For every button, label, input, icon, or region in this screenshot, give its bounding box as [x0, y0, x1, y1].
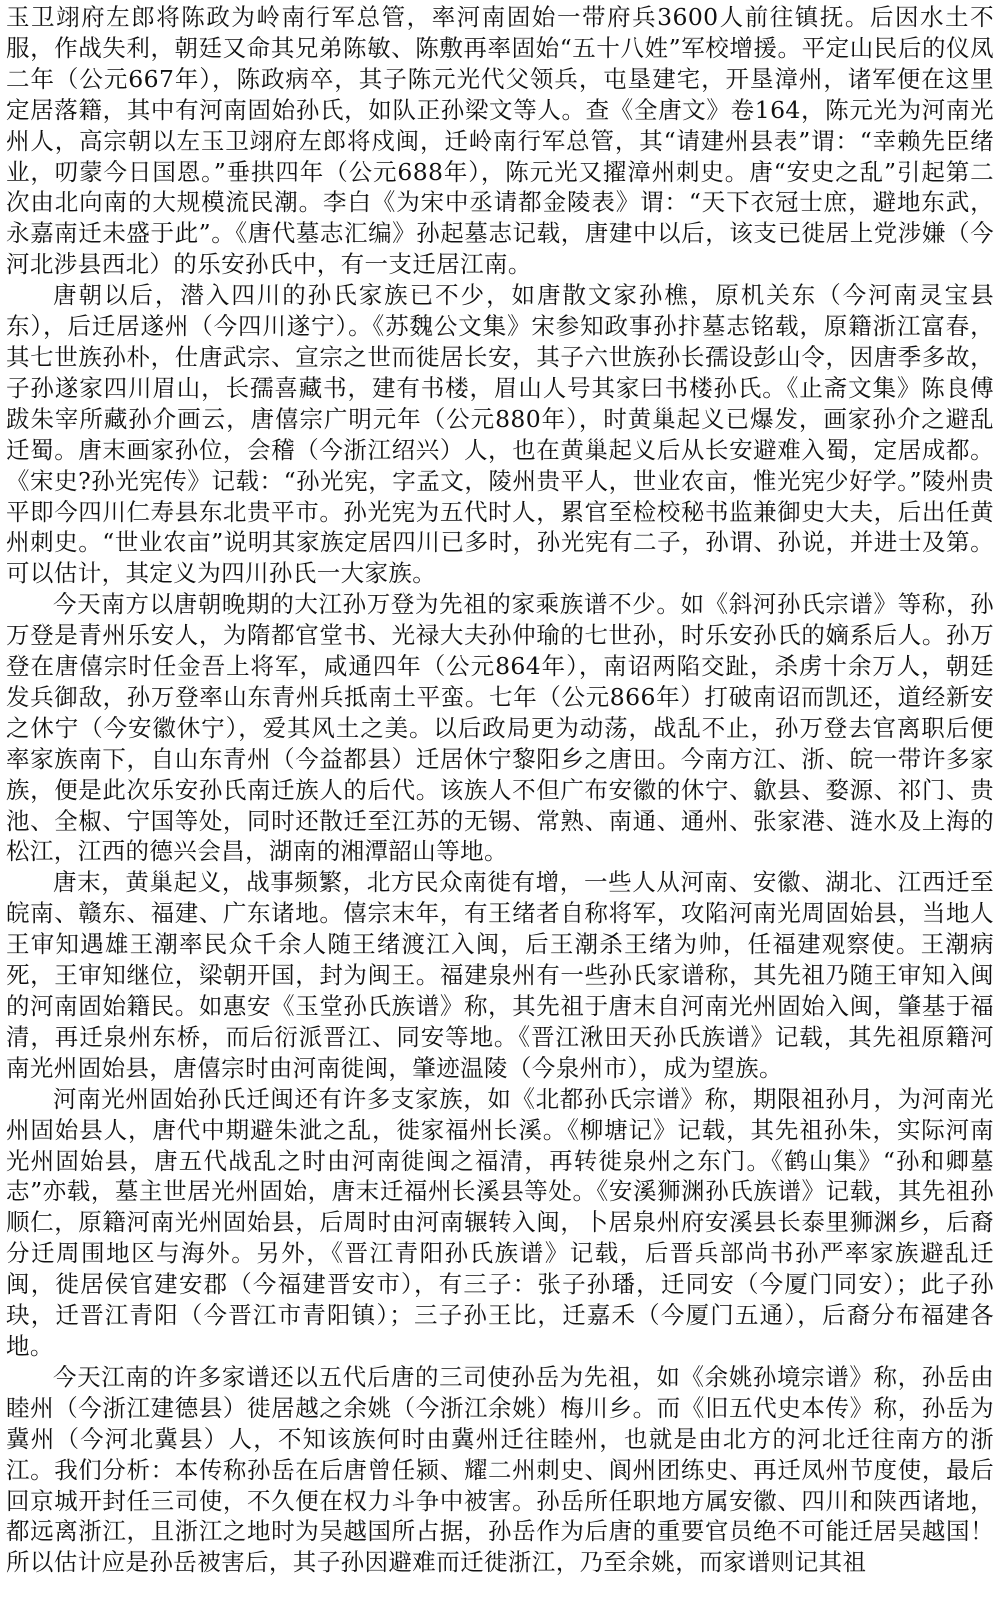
paragraph-5: 河南光州固始孙氏迁闽还有许多支家族，如《北都孙氏宗谱》称，期限祖孙月，为河南光州固始县人，唐代中期避朱泚之乱，徙家福州长溪。《柳塘记》记载，其先祖孙朱，实际河南光州固始县，唐五代战乱之时由河南徙闽之福清，再转徙泉州之东门。《鹤山集》“孙和卿墓志”亦载，墓主世居光州固始，唐末迁福州长溪县等处。《安溪狮渊孙氏族谱》记载，其先祖孙顺仁，原籍河南光州固始县，后周时由河南辗转入闽，卜居泉州府安溪县长泰里狮渊乡，后裔分迁周围地区与海外。另外，《晋江青阳孙氏族谱》记载，后晋兵部尚书孙严率家族避乱迁闽，徙居侯官建安郡（今福建晋安市），有三子：张子孙璠，迁同安（今厦门同安）；此子孙玦，迁晋江青阳（今晋江市青阳镇）；三子孙王比，迁嘉禾（今厦门五通），后裔分布福建各地。: [6, 1084, 994, 1360]
paragraph-4: 唐末，黄巢起义，战事频繁，北方民众南徙有增，一些人从河南、安徽、湖北、江西迁至皖南、赣东、福建、广东诸地。僖宗末年，有王绪者自称将军，攻陷河南光周固始县，当地人王审知遇雄王潮率民众千余人随王绪渡江入闽，后王潮杀王绪为帅，任福建观察使。王潮病死，王审知继位，梁朝开国，封为闽王。福建泉州有一些孙氏家谱称，其先祖乃随王审知入闽的河南固始籍民。如惠安《玉堂孙氏族谱》称，其先祖于唐末自河南光州固始入闽，肇基于福清，再迁泉州东桥，而后衍派晋江、同安等地。《晋江湫田天孙氏族谱》记载，其先祖原籍河南光州固始县，唐僖宗时由河南徙闽，肇迹温陵（今泉州市），成为望族。: [6, 868, 994, 1082]
paragraph-6: 今天江南的许多家谱还以五代后唐的三司使孙岳为先祖，如《余姚孙境宗谱》称，孙岳由睦州（今浙江建德县）徙居越之余姚（今浙江余姚）梅川乡。而《旧五代史本传》称，孙岳为冀州（今河北冀县）人，不知该族何时由冀州迁往睦州，也就是由北方的河北迁往南方的浙江。我们分析：本传称孙岳在后唐曾任颍、耀二州刺史、阆州团练史、再迁凤州节度使，最后回京城开封任三司使，不久便在权力斗争中被害。孙岳所任职地方属安徽、四川和陕西诸地，都远离浙江，且浙江之地时为吴越国所占据，孙岳作为后唐的重要官员绝不可能迁居吴越国！所以估计应是孙岳被害后，其子孙因避难而迁徙浙江，乃至余姚，而家谱则记其祖: [6, 1362, 994, 1577]
document-body: [6, 2, 994, 1578]
paragraph-3: 今天南方以唐朝晚期的大江孙万登为先祖的家乘族谱不少。如《斜河孙氏宗谱》等称，孙万登是青州乐安人，为隋都官堂书、光禄大夫孙仲瑜的七世孙，时乐安孙氏的嫡系后人。孙万登在唐僖宗时任金吾上将军，咸通四年（公元864年），南诏两陷交趾，杀虏十余万人，朝廷发兵御敌，孙万登率山东青州兵抵南土平蛮。七年（公元866年）打破南诏而凯还，道经新安之休宁（今安徽休宁），爱其风土之美。以后政局更为动荡，战乱不止，孙万登去官离职后便率家族南下，自山东青州（今益都县）迁居休宁黎阳乡之唐田。今南方江、浙、皖一带许多家族，便是此次乐安孙氏南迁族人的后代。该族人不但广布安徽的休宁、歙县、婺源、祁门、贵池、全椒、宁国等处，同时还散迁至江苏的无锡、常熟、南通、通州、张家港、涟水及上海的松江，江西的德兴会昌，湖南的湘潭韶山等地。: [6, 590, 994, 866]
paragraph-2: 唐朝以后，潜入四川的孙氏家族已不少，如唐散文家孙樵，原机关东（今河南灵宝县东），后迁居遂州（今四川遂宁）。《苏魏公文集》宋参知政事孙抃墓志铭载，原籍浙江富春，其七世族孙朴，仕唐武宗、宣宗之世而徙居长安，其子六世族孙长孺设彭山令，因唐季多故，子孙遂家四川眉山，长孺喜藏书，建有书楼，眉山人号其家曰书楼孙氏。《止斋文集》陈良傅跋朱宰所藏孙介画云，唐僖宗广明元年（公元880年），时黄巢起义已爆发，画家孙介之避乱迁蜀。唐末画家孙位，会稽（今浙江绍兴）人，也在黄巢起义后从长安避难入蜀，定居成都。《宋史?孙光宪传》记载：“孙光宪，字孟文，陵州贵平人，世业农亩，惟光宪少好学。”陵州贵平即今四川仁寿县东北贵平市。孙光宪为五代时人，累官至检校秘书监兼御史大夫，后出任黄州刺史。“世业农亩”说明其家族定居四川已多时，孙光宪有二子，孙谓、孙说，并进士及第。可以估计，其定义为四川孙氏一大家族。: [6, 281, 994, 588]
paragraph-1: 玉卫翊府左郎将陈政为岭南行军总管，率河南固始一带府兵3600人前往镇抚。后因水土不服，作战失利，朝廷又命其兄弟陈敏、陈敷再率固始“五十八姓”军校增援。平定山民后的仪凤二年（公元667年），陈政病卒，其子陈元光代父领兵，屯垦建宅，开垦漳州，诸军便在这里定居落籍，其中有河南固始孙氏，如队正孙梁文等人。查《全唐文》卷164，陈元光为河南光州人，高宗朝以左玉卫翊府左郎将戍闽，迁岭南行军总管，其“请建州县表”谓：“幸赖先臣绪业，叨蒙今日国恩。”垂拱四年（公元688年），陈元光又擢漳州刺史。唐“安史之乱”引起第二次由北向南的大规模流民潮。李白《为宋中丞请都金陵表》谓：“天下衣冠士庶，避地东武，永嘉南迁未盛于此”。《唐代墓志汇编》孙起墓志记载，唐建中以后，该支已徙居上党涉嫌（今河北涉县西北）的乐安孙氏中，有一支迁居江南。: [6, 3, 994, 279]
